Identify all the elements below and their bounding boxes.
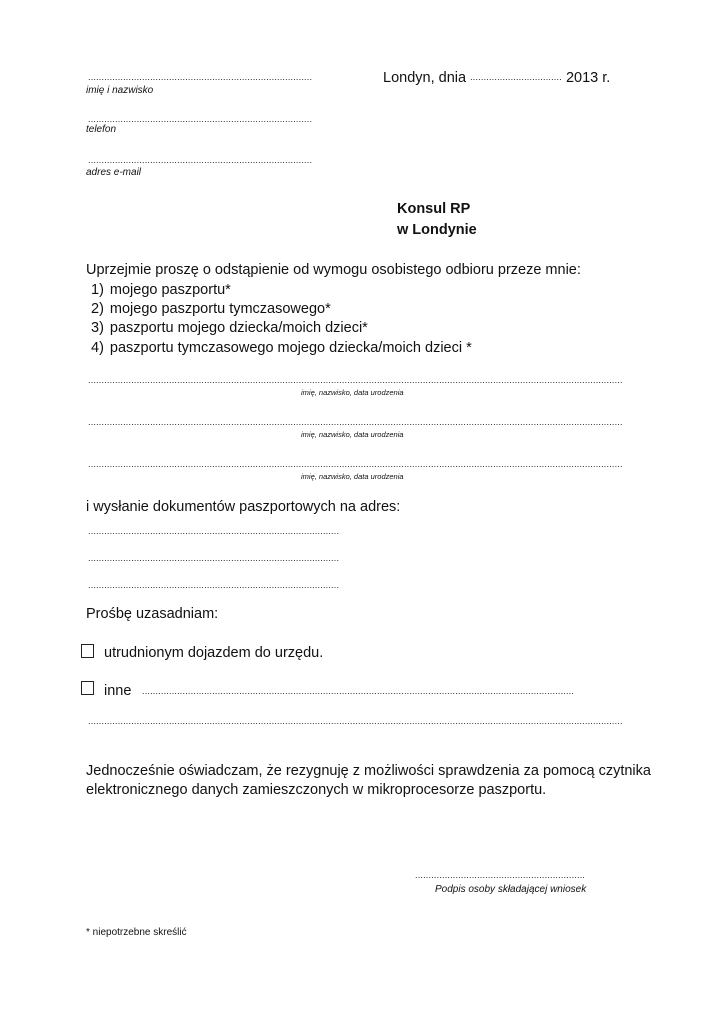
email-label: adres e-mail xyxy=(86,167,142,178)
signature-label: Podpis osoby składającej wniosek xyxy=(435,884,587,895)
signature-dots[interactable]: ............................................................... xyxy=(415,870,586,880)
person-dots-3[interactable]: ...................................................................................................................................................................................................... xyxy=(88,459,623,469)
name-dots[interactable]: ................................................................................... xyxy=(88,72,313,82)
checkbox-other[interactable] xyxy=(81,681,94,695)
list-item xyxy=(91,320,368,336)
list-item-text: paszportu tymczasowego mojego dziecka/moich dzieci * xyxy=(109,340,472,356)
checkbox-difficult-travel[interactable] xyxy=(81,644,94,658)
date-dots[interactable]: .................................. xyxy=(470,72,562,82)
list-item-text: mojego paszportu tymczasowego* xyxy=(109,301,331,317)
list-item xyxy=(91,340,472,356)
address-intro: i wysłanie dokumentów paszportowych na adres: xyxy=(86,499,401,515)
request-intro: Uprzejmie proszę o odstąpienie od wymogu osobistego odbioru przeze mnie: xyxy=(86,262,581,278)
phone-label: telefon xyxy=(86,124,117,135)
list-item-number: 2) xyxy=(91,301,104,317)
list-item-number: 4) xyxy=(91,340,104,356)
list-item-text: paszportu mojego dziecka/moich dzieci* xyxy=(109,320,368,336)
option-difficult-travel-label: utrudnionym dojazdem do urzędu. xyxy=(104,645,324,661)
address-dots-2[interactable]: ............................................................................................. xyxy=(88,553,340,563)
option-other-label: inne xyxy=(104,683,132,699)
person-label-3: imię, nazwisko, data urodzenia xyxy=(301,472,404,481)
person-dots-1[interactable]: ...................................................................................................................................................................................................... xyxy=(88,375,623,385)
list-item-text: mojego paszportu* xyxy=(109,282,231,298)
place-date xyxy=(383,70,610,86)
place-date-suffix: 2013 r. xyxy=(565,70,611,86)
list-item-number: 3) xyxy=(91,320,104,336)
address-dots-1[interactable]: ............................................................................................. xyxy=(88,526,340,536)
phone-dots[interactable]: ................................................................................... xyxy=(88,114,313,124)
list-item xyxy=(91,301,331,317)
addressee-line2: w Londynie xyxy=(397,222,477,238)
option-other-extra-dots[interactable]: ...................................................................................................................................................................................................... xyxy=(88,716,623,726)
person-label-2: imię, nazwisko, data urodzenia xyxy=(301,430,404,439)
footnote: * niepotrzebne skreślić xyxy=(86,927,187,938)
email-dots[interactable]: ................................................................................... xyxy=(88,155,313,165)
list-item xyxy=(91,282,231,298)
addressee-line1: Konsul RP xyxy=(397,201,471,217)
declaration-line1: Jednocześnie oświadczam, że rezygnuję z możliwości sprawdzenia za pomocą czytnika xyxy=(86,763,651,779)
justification-title: Prośbę uzasadniam: xyxy=(86,606,219,622)
person-dots-2[interactable]: ...................................................................................................................................................................................................... xyxy=(88,417,623,427)
declaration-line2: elektronicznego danych zamieszczonych w mikroprocesorze paszportu. xyxy=(86,782,547,798)
person-label-1: imię, nazwisko, data urodzenia xyxy=(301,388,404,397)
address-dots-3[interactable]: ............................................................................................. xyxy=(88,580,340,590)
name-label: imię i nazwisko xyxy=(86,85,154,96)
option-other-dots[interactable]: ................................................................................................................................................................ xyxy=(142,686,575,696)
place-date-prefix: Londyn, dnia xyxy=(383,70,467,86)
list-item-number: 1) xyxy=(91,282,104,298)
